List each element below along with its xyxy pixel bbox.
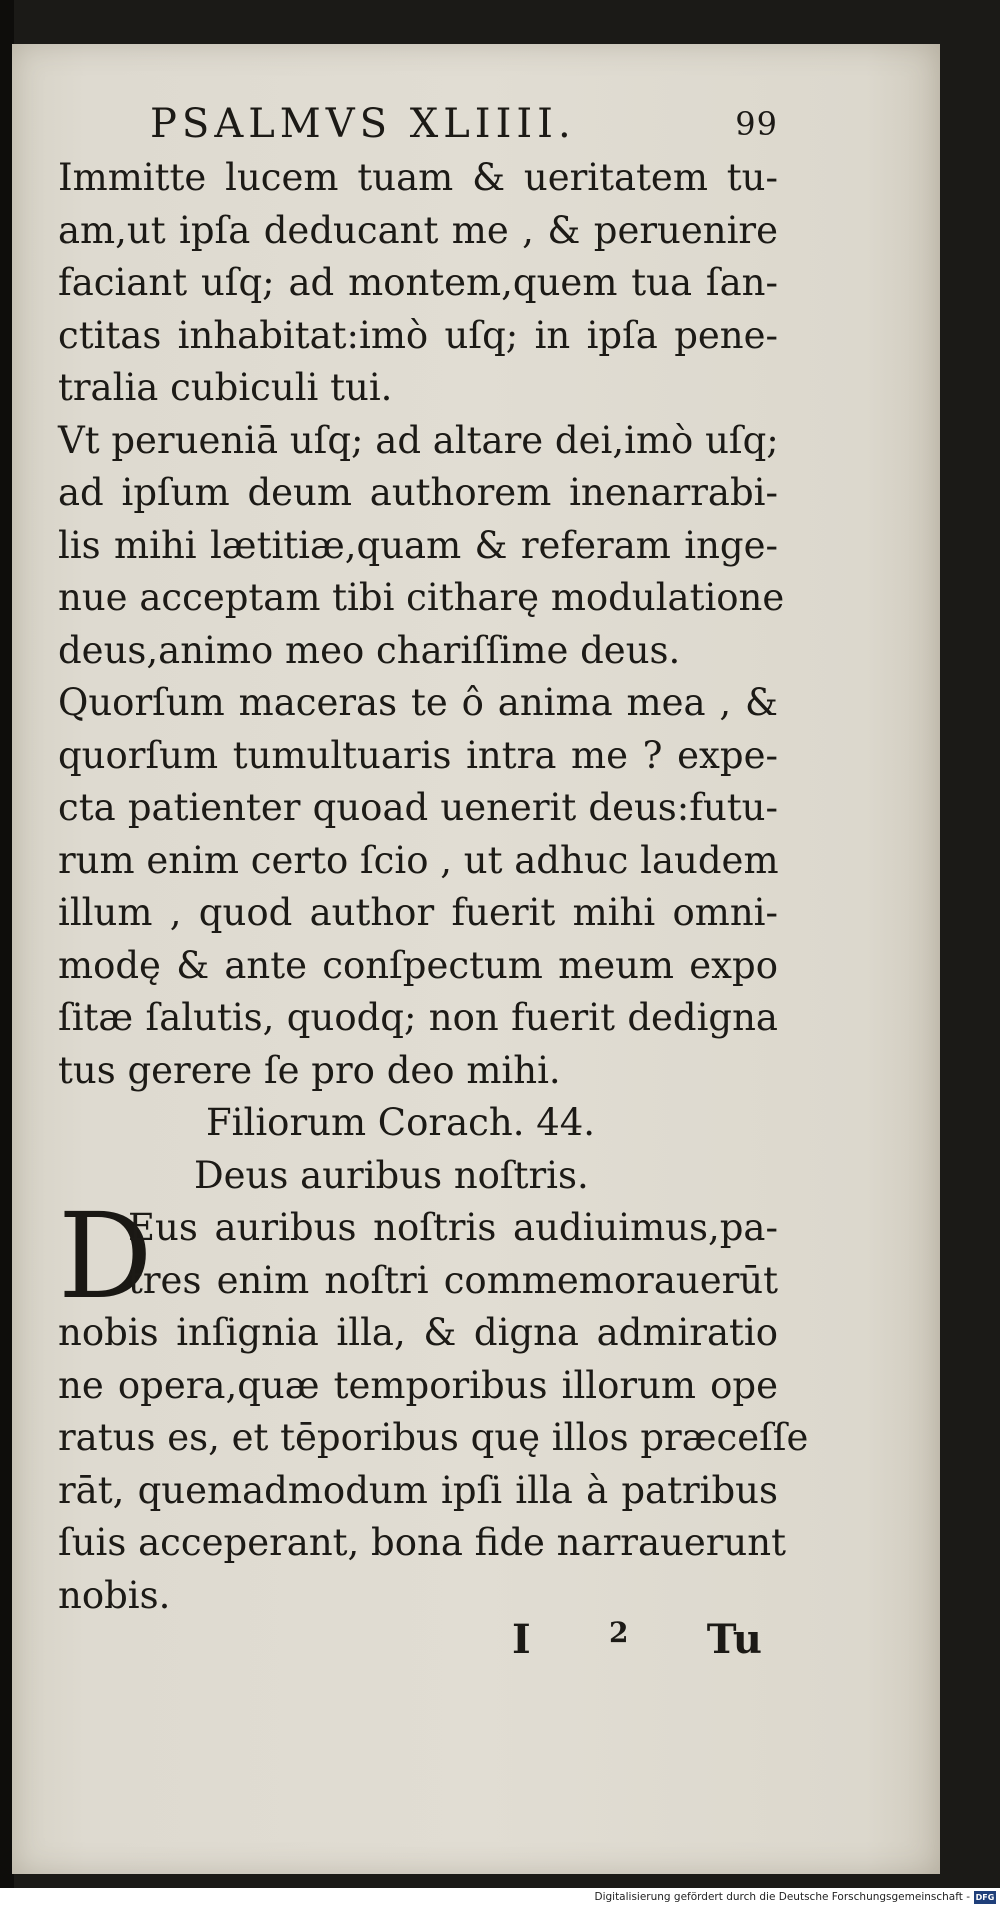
catchword-row — [512, 1616, 762, 1663]
text-line: rāt, quemadmodum ipſi illa à patribus — [58, 1468, 778, 1512]
text-line: ad ipſum deum authorem inenarrabi- — [58, 471, 778, 514]
text-line: Eus auribus noſtris audiuimus,pa- — [128, 1206, 778, 1249]
text-line: nobis inſignia illa, & digna admiratio — [58, 1311, 778, 1354]
running-title: PSALMVS XLIIII. — [150, 101, 576, 147]
folio-number: 99 — [735, 105, 778, 143]
psalm-43-conclusion — [58, 152, 785, 1097]
text-line: ctitas inhabitat:imò uſq; in ipſa pene- — [58, 313, 778, 357]
digitization-footer — [0, 1888, 1000, 1907]
page-text — [58, 96, 809, 1622]
text-line: deus,animo meo chariſſime deus. — [58, 628, 681, 672]
signature-number: 2 — [609, 1616, 629, 1649]
text-line: Quorſum maceras te ô anima mea , & — [58, 681, 778, 724]
drop-cap-lines — [128, 1202, 778, 1307]
funding-credit: Digitalisierung gefördert durch die Deutsche Forschungsgemeinschaft - — [594, 1891, 970, 1903]
signature-mark: I — [512, 1616, 531, 1663]
drop-cap: D — [58, 1187, 153, 1325]
text-line: faciant uſq; ad montem,quem tua ſan- — [58, 261, 778, 304]
dfg-logo: DFG — [975, 1893, 995, 1902]
text-line: ne opera,quæ temporibus illorum ope — [58, 1363, 778, 1407]
text-line: ſitæ ſalutis, quodq; non fuerit dedigna — [58, 996, 778, 1039]
running-header — [58, 96, 778, 152]
text-line: tres enim noſtri commemorauerūt — [128, 1258, 778, 1302]
catchword: Tu — [706, 1616, 762, 1663]
text-line: quorſum tumultuaris intra me ? expe- — [58, 733, 778, 777]
text-line: ſuis acceperant, bona fide narrauerunt — [58, 1521, 786, 1564]
text-line: Immitte lucem tuam & ueritatem tu- — [58, 156, 778, 199]
text-line: cta patienter quoad uenerit deus:futu- — [58, 786, 778, 829]
psalm-title: Filiorum Corach. 44. — [206, 1101, 596, 1144]
text-line: tralia cubiculi tui. — [58, 366, 393, 409]
text-line: tus gerere ſe pro deo mihi. — [58, 1048, 561, 1092]
text-line: modę & ante conſpectum meum expo — [58, 943, 778, 987]
text-line: nue acceptam tibi citharę modulatione — [58, 576, 785, 619]
text-line: nobis. — [58, 1573, 171, 1617]
psalm-incipit: Deus auribus noſtris. — [194, 1153, 589, 1197]
text-line: ratus es, et tēporibus quę illos præceſſe — [58, 1416, 809, 1459]
text-line: lis mihi lætitiæ,quam & referam inge- — [58, 523, 778, 567]
book-page — [12, 44, 940, 1874]
text-line: rum enim certo ſcio , ut adhuc laudem — [58, 838, 779, 882]
text-line: illum , quod author fuerit mihi omni- — [58, 891, 778, 934]
text-line: am,ut ipſa deducant me , & peruenire — [58, 208, 778, 252]
psalm-44-opening — [58, 1187, 778, 1325]
text-line: Vt perueniā uſq; ad altare dei,imò uſq; — [58, 418, 779, 462]
